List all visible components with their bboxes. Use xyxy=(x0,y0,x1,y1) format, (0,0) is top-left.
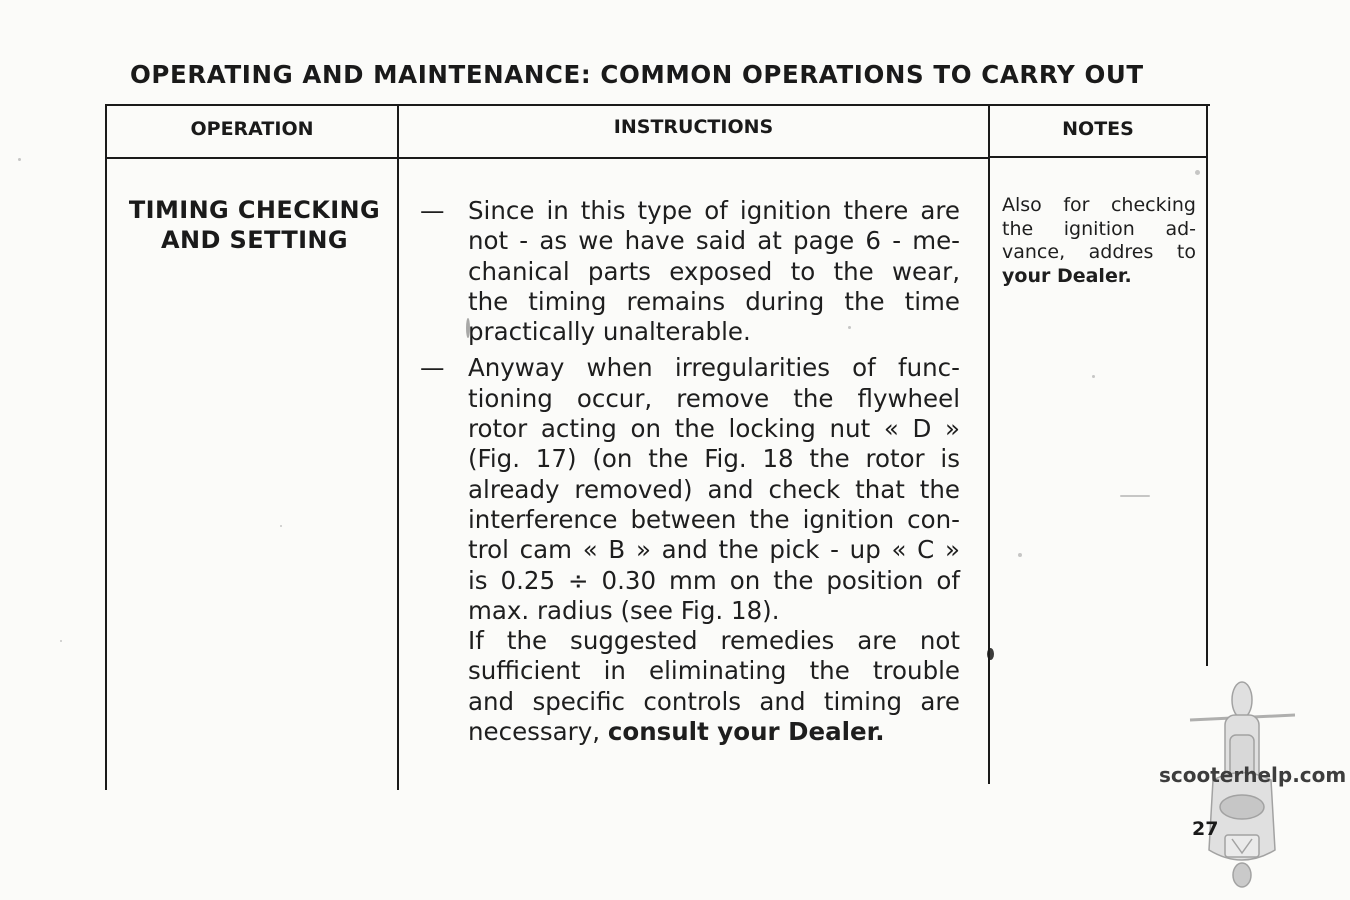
instruction-line: Anyway when irregularities of func- xyxy=(468,353,960,383)
notes-dealer-emphasis: your Dealer. xyxy=(1002,264,1132,287)
consult-dealer-emphasis: consult your Dealer. xyxy=(607,717,885,747)
instruction-line: already removed) and check that the xyxy=(468,474,960,504)
table-right-border xyxy=(1206,106,1208,666)
instruction-line: tioning occur, remove the flywheel xyxy=(468,383,960,413)
instruction-line: the timing remains during the time xyxy=(468,286,960,316)
table-top-rule xyxy=(105,104,1210,106)
operation-name-line-2: AND SETTING xyxy=(160,226,349,254)
instruction-line: interference between the ignition con- xyxy=(468,504,960,534)
instruction-line: Since in this type of ignition there are xyxy=(468,196,960,225)
instruction-line: rotor acting on the locking nut « D » xyxy=(468,414,960,444)
instruction-line: practically unalterable. xyxy=(468,317,751,347)
operation-name xyxy=(112,195,397,255)
instruction-line: chanical parts exposed to the wear, xyxy=(468,256,960,286)
column-divider-operation xyxy=(397,106,399,790)
header-operation: OPERATION xyxy=(190,118,314,140)
instructions-text xyxy=(420,196,980,747)
column-divider-instructions xyxy=(988,106,990,784)
instruction-line: not - as we have said at page 6 - me- xyxy=(468,226,960,256)
dash-bullet: — xyxy=(420,196,445,225)
instruction-line: max. radius (see Fig. 18). xyxy=(468,595,780,625)
page-title: OPERATING AND MAINTENANCE: COMMON OPERATIONS TO CARRY OUT xyxy=(130,60,1144,89)
instruction-line: trol cam « B » and the pick - up « C » xyxy=(468,535,960,565)
instruction-line: (Fig. 17) (on the Fig. 18 the rotor is xyxy=(468,444,960,474)
header-underline-instructions xyxy=(399,157,988,159)
header-notes: NOTES xyxy=(1062,118,1134,140)
notes-text xyxy=(1002,194,1196,288)
instruction-line: If the suggested remedies are not xyxy=(468,626,960,656)
instruction-paragraph-2 xyxy=(420,353,980,747)
notes-line: vance, addres to xyxy=(1002,241,1196,263)
operation-name-line-1: TIMING CHECKING xyxy=(128,196,381,224)
instruction-line-last-plain: necessary, xyxy=(468,717,608,747)
watermark-text: scooterhelp.com xyxy=(1159,763,1347,787)
instruction-paragraph-1 xyxy=(420,196,980,347)
notes-line: the ignition ad- xyxy=(1002,217,1196,240)
table-left-border xyxy=(105,106,107,790)
instruction-line: is 0.25 ÷ 0.30 mm on the position of xyxy=(468,565,960,595)
instruction-line: and specific controls and timing are xyxy=(468,686,960,716)
dash-bullet: — xyxy=(420,353,445,383)
notes-line: Also for checking xyxy=(1002,194,1196,216)
header-underline-operation xyxy=(107,157,397,159)
page-number: 27 xyxy=(1192,818,1219,840)
instruction-line-last xyxy=(468,717,960,747)
header-underline-notes xyxy=(990,156,1206,158)
header-instructions: INSTRUCTIONS xyxy=(613,116,774,138)
instruction-line: sufficient in eliminating the trouble xyxy=(468,656,960,686)
